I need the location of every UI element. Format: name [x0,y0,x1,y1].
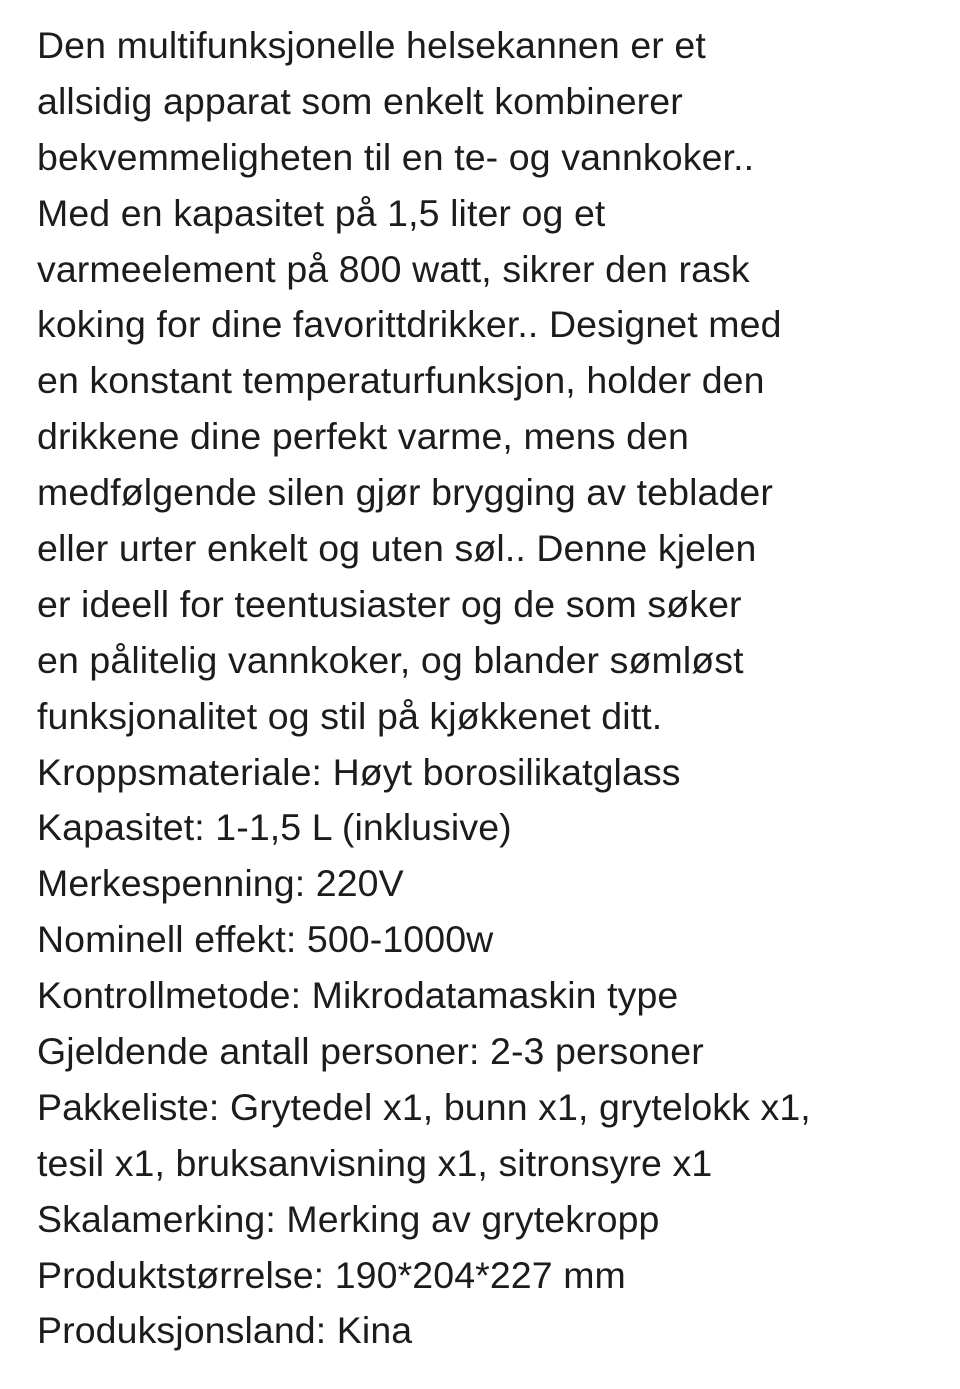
description-line: Med en kapasitet på 1,5 liter og et [37,191,606,234]
description-line: er ideell for teentusiaster og de som søker [37,582,742,625]
description-line: funksjonalitet og stil på kjøkkenet ditt. [37,694,663,737]
product-specifications [37,745,932,1360]
description-line: varmeelement på 800 watt, sikrer den rask [37,247,750,290]
description-line: drikkene dine perfekt varme, mens den [37,415,689,458]
spec-capacity: Kapasitet: 1-1,5 L (inklusive) [37,806,512,849]
spec-package-list: Pakkeliste: Grytedel x1, bunn x1, grytelokk x1, [37,1085,811,1128]
spec-persons: Gjeldende antall personer: 2-3 personer [37,1030,704,1073]
spec-control-method: Kontrollmetode: Mikrodatamaskin type [37,974,679,1017]
description-line: en konstant temperaturfunksjon, holder den [37,359,765,402]
spec-product-size: Produktstørrelse: 190*204*227 mm [37,1253,626,1296]
description-line: en pålitelig vannkoker, og blander sømløst [37,638,744,681]
product-description [37,18,932,745]
spec-country-of-origin: Produksjonsland: Kina [37,1309,413,1352]
spec-rated-power: Nominell effekt: 500-1000w [37,918,494,961]
description-line: bekvemmeligheten til en te- og vannkoker.. [37,135,755,178]
description-line: Den multifunksjonelle helsekannen er et [37,24,706,66]
description-line: medfølgende silen gjør brygging av teblader [37,471,773,514]
spec-body-material: Kroppsmateriale: Høyt borosilikatglass [37,750,681,793]
spec-rated-voltage: Merkespenning: 220V [37,862,404,905]
description-line: eller urter enkelt og uten søl.. Denne kjelen [37,527,757,570]
spec-package-list-continued: tesil x1, bruksanvisning x1, sitronsyre x1 [37,1141,713,1184]
spec-scale-marking: Skalamerking: Merking av grytekropp [37,1197,660,1240]
description-line: allsidig apparat som enkelt kombinerer [37,79,683,122]
description-line: koking for dine favorittdrikker.. Designet med [37,303,782,346]
